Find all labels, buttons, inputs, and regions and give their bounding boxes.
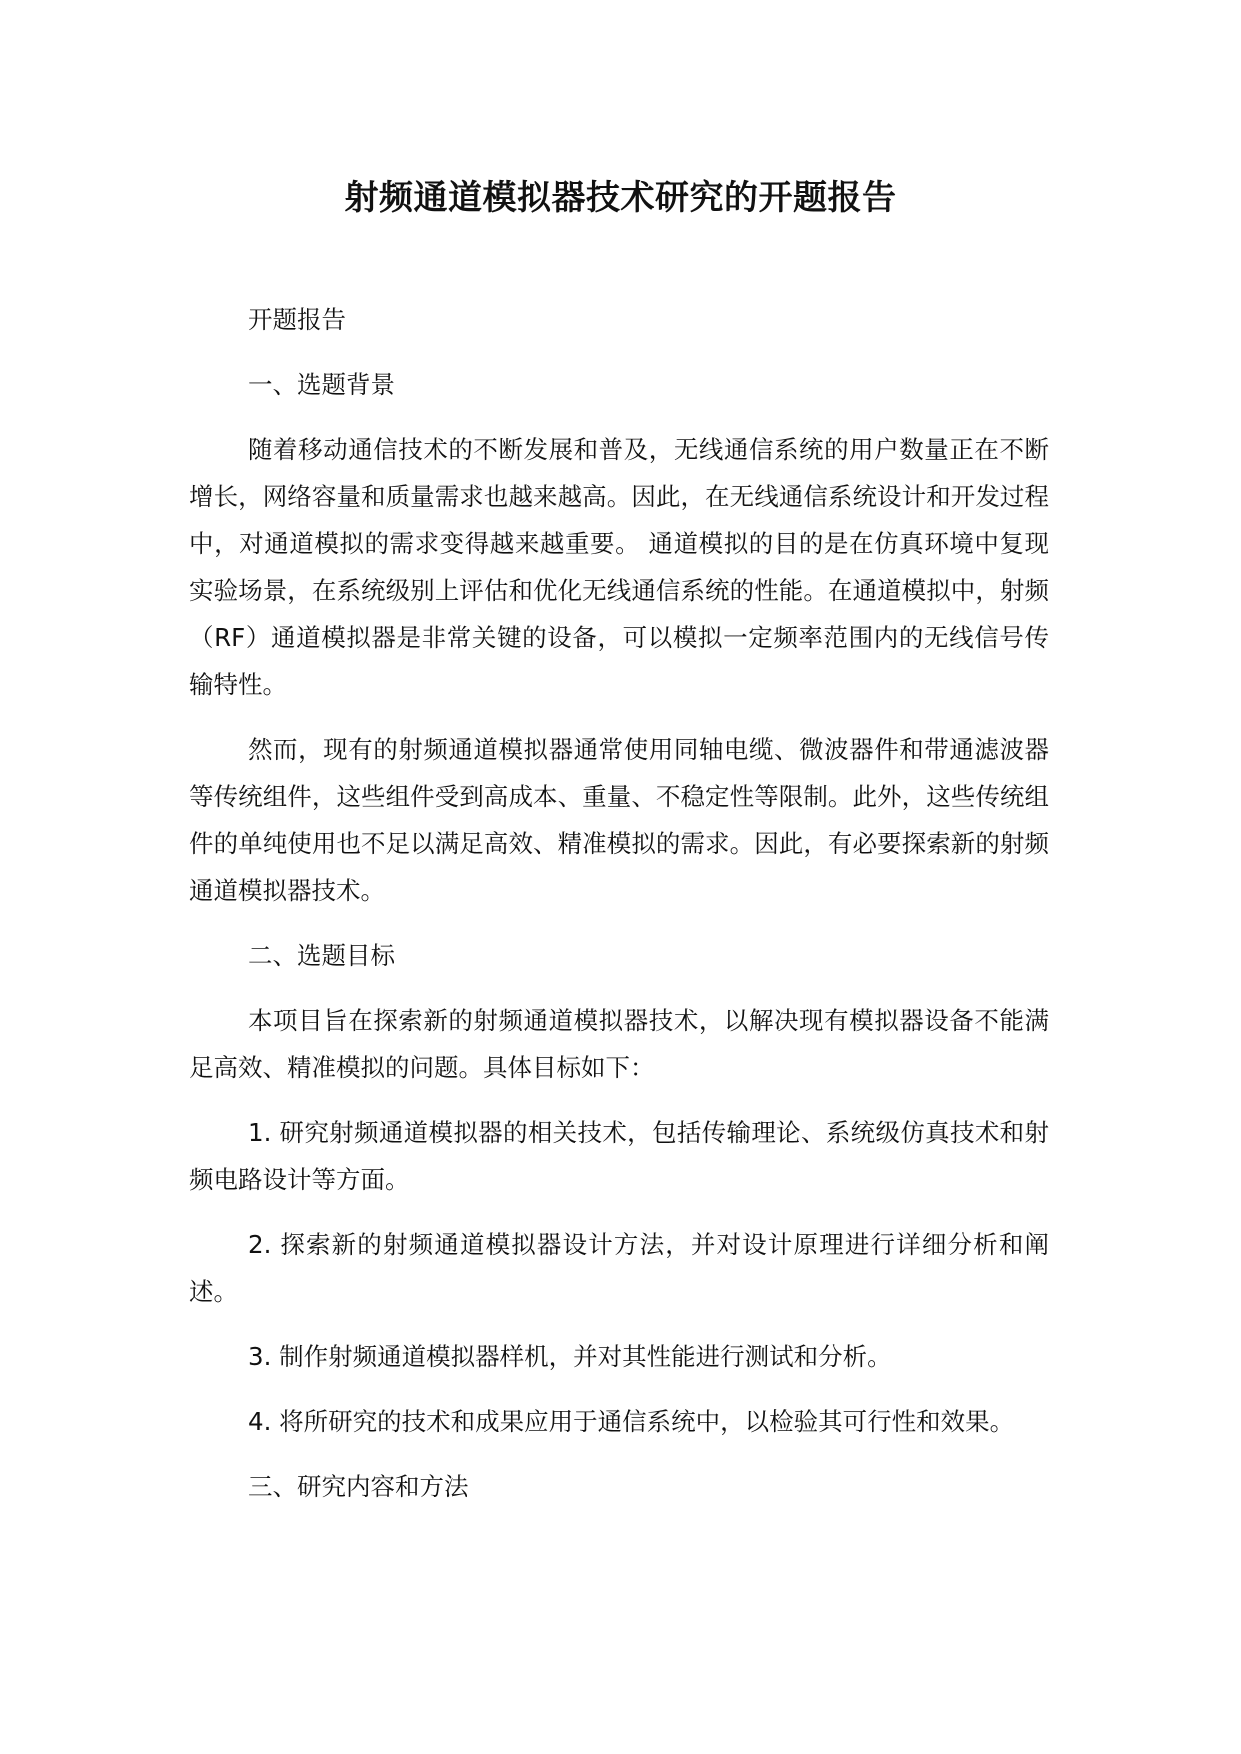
paragraph-goals-intro: 本项目旨在探索新的射频通道模拟器技术，以解决现有模拟器设备不能满足高效、精准模拟的问题。具体目标如下： — [189, 1006, 1049, 1082]
list-item-goal-2: 2. 探索新的射频通道模拟器设计方法，并对设计原理进行详细分析和阐述。 — [189, 1230, 1049, 1306]
document-body — [189, 296, 1049, 1528]
section-label-report: 开题报告 — [248, 305, 346, 334]
paragraph-background-1: 随着移动通信技术的不断发展和普及，无线通信系统的用户数量正在不断增长，网络容量和质量需求也越来越高。因此，在无线通信系统设计和开发过程中，对通道模拟的需求变得越来越重要。 通道模拟的目的是在仿真环境中复现实验场景，在系统级别上评估和优化无线通信系统的性能。在通道模拟中，射频（RF）通道模拟器是非常关键的设备，可以模拟一定频率范围内的无线信号传输特性。 — [189, 435, 1049, 699]
section-heading-goals: 二、选题目标 — [248, 941, 395, 970]
list-item-goal-4: 4. 将所研究的技术和成果应用于通信系统中，以检验其可行性和效果。 — [248, 1407, 1015, 1436]
list-item-goal-1: 1. 研究射频通道模拟器的相关技术，包括传输理论、系统级仿真技术和射频电路设计等方面。 — [189, 1118, 1049, 1194]
list-item-goal-3: 3. 制作射频通道模拟器样机，并对其性能进行测试和分析。 — [248, 1342, 892, 1371]
section-heading-background: 一、选题背景 — [248, 370, 395, 399]
paragraph-background-2: 然而，现有的射频通道模拟器通常使用同轴电缆、微波器件和带通滤波器等传统组件，这些组件受到高成本、重量、不稳定性等限制。此外，这些传统组件的单纯使用也不足以满足高效、精准模拟的需求。因此，有必要探索新的射频通道模拟器技术。 — [189, 735, 1049, 905]
document-title: 射频通道模拟器技术研究的开题报告 — [344, 178, 897, 218]
section-heading-methods: 三、研究内容和方法 — [248, 1472, 469, 1501]
